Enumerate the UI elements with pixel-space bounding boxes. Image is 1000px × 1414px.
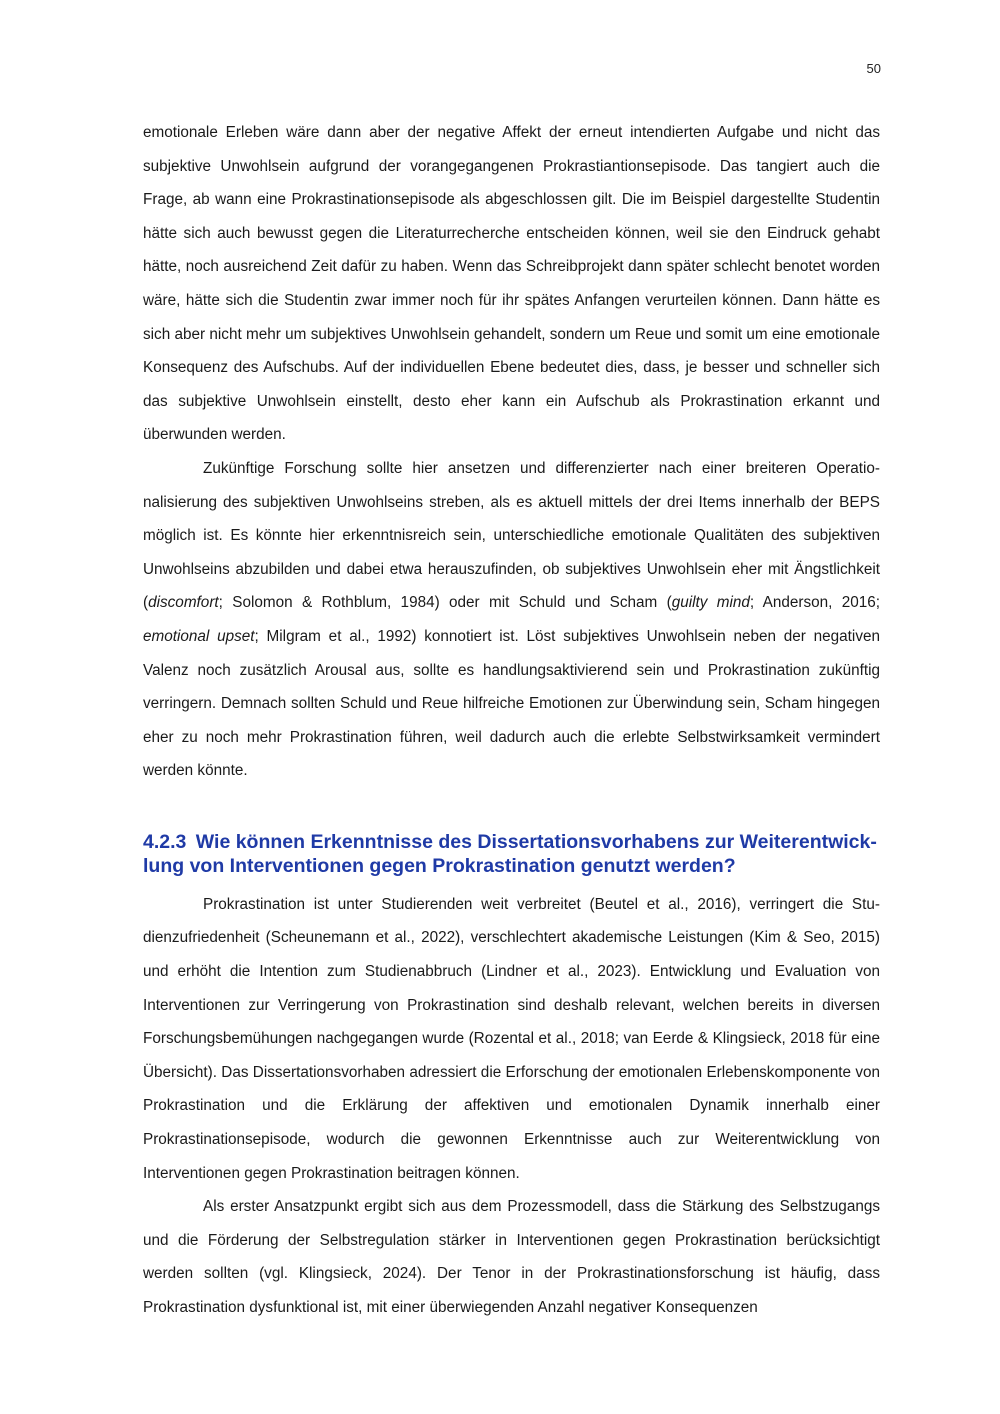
document-body — [143, 116, 880, 1325]
page-number: 50 — [866, 61, 881, 76]
paragraph-4: Als erster Ansatzpunkt ergibt sich aus dem Prozessmodell, dass die Stärkung des Selbstzugangs und die Förderung der Selbstregulation stärker in Interventionen gegen Prokrastination berücksichtigt werden sollten (vgl. Klingsieck, 2024). Der Tenor in der Prokrastinationsforschung ist häufig, dass Prokrastination dysfunktional ist, mit einer überwiegenden Anzahl negativer Konsequenzen — [143, 1198, 880, 1316]
section-title: Wie können Erkenntnisse des Dissertationsvorhabens zur Weiterentwicklung von Interventionen gegen Prokrastination genutzt werden? — [143, 830, 877, 877]
paragraph-2-text-c: ; Anderson, 2016; — [749, 594, 880, 612]
term-emotional-upset: emotional upset — [143, 627, 255, 645]
section-number: 4.2.3 — [143, 830, 187, 853]
paragraph-2-text-d: ; Milgram et al., 1992) konnotiert ist. Löst subjektives Unwohlsein neben der negativen Valenz noch zusätzlich Arousal aus, sollte es handlungsaktivierend sein und Prokrastination zukünftig verringern. Demnach sollten Schuld und Reue hilfreiche Emotionen zur Überwindung sein, Scham hingegen eher zu noch mehr Prokrastination führen, weil dadurch auch die erlebte Selbstwirksamkeit vermindert werden könnte. — [143, 627, 880, 780]
paragraph-1: emotionale Erleben wäre dann aber der negative Affekt der erneut intendierten Aufgabe und nicht das subjektive Unwohlsein aufgrund der vorangegangenen Prokrastiantionsepisode. Das tangiert auch die Frage, ab wann eine Prokrastinationsepisode als abgeschlossen gilt. Die im Beispiel dargestellte Studentin hätte sich auch bewusst gegen die Literaturrecherche entscheiden können, weil sie den Eindruck gehabt hätte, noch ausreichend Zeit dafür zu haben. Wenn das Schreibprojekt dann später schlecht benotet worden wäre, hätte sich die Studentin zwar immer noch für ihr spätes Anfangen verurteilen können. Dann hätte es sich aber nicht mehr um subjektives Unwohlsein gehandelt, sondern um Reue und somit um eine emotionale Konsequenz des Aufschubs. Auf der individuellen Ebene bedeutet dies, dass, je besser und schneller sich das subjektive Unwohlsein einstellt, desto eher kann ein Aufschub als Prokrastination erkannt und überwunden werden. — [143, 124, 880, 444]
section-heading — [143, 830, 880, 878]
paragraph-2 — [143, 452, 880, 788]
term-discomfort: discomfort — [148, 594, 219, 612]
paragraph-2-text-a: Zukünftige Forschung sollte hier ansetzen und differenzierter nach einer breiteren Operationalisierung des subjektiven Unwohlseins streben, als es aktuell mittels der drei Items innerhalb der BEPS möglich ist. Es könnte hier erkenntnisreich sein, unterschiedliche emotionale Qualitäten des subjektiven Unwohlseins abzubilden und dabei etwa herauszufinden, ob subjektives Unwohlsein eher mit Ängstlichkeit ( — [143, 459, 880, 612]
paragraph-3: Prokrastination ist unter Studierenden weit verbreitet (Beutel et al., 2016), verringert die Studienzufriedenheit (Scheunemann et al., 2022), verschlechtert akademische Leistungen (Kim & Seo, 2015) und erhöht die Intention zum Studienabbruch (Lindner et al., 2023). Entwicklung und Evaluation von Interventionen zur Verringerung von Prokrastination sind deshalb relevant, welchen bereits in diversen Forschungsbemühungen nachgegangen wurde (Rozental et al., 2018; van Eerde & Klingsieck, 2018 für eine Übersicht). Das Dissertationsvorhaben adressiert die Erforschung der emotionalen Erlebenskomponente von Prokrastination und die Erklärung der affektiven und emotionalen Dynamik innerhalb einer Prokrastinationsepisode, wodurch die gewonnen Erkenntnisse auch zur Weiterentwicklung von Interventionen gegen Prokrastination beitragen können. — [143, 895, 880, 1182]
term-guilty-mind: guilty mind — [671, 594, 750, 612]
paragraph-2-text-b: ; Solomon & Rothblum, 1984) oder mit Schuld und Scham ( — [218, 594, 672, 612]
